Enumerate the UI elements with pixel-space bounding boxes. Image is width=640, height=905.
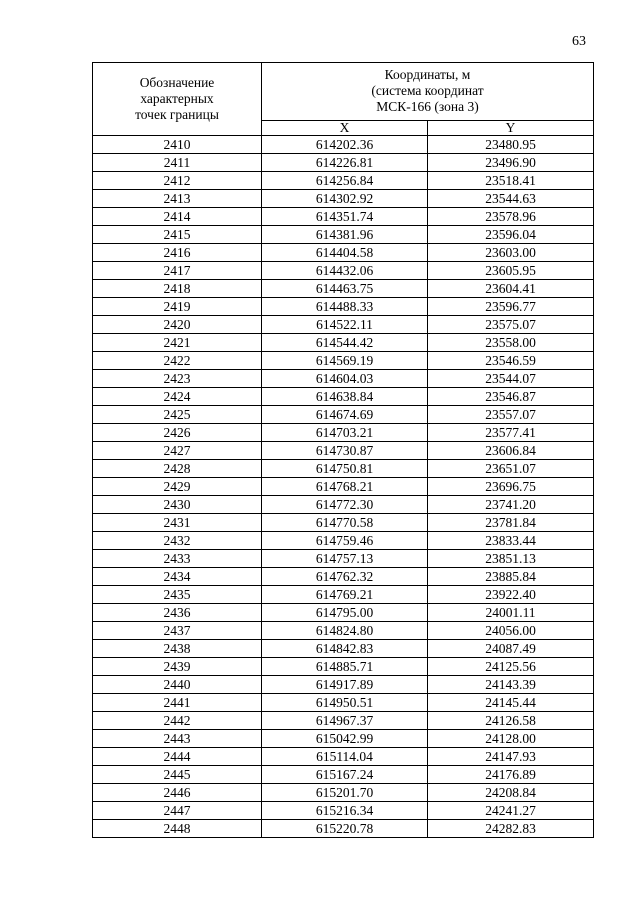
x-coordinate-cell: 614770.58	[262, 514, 428, 532]
point-number-cell: 2424	[93, 388, 262, 406]
table-row	[93, 640, 594, 658]
x-coordinate-cell: 615216.34	[262, 802, 428, 820]
point-number-cell: 2444	[93, 748, 262, 766]
x-coordinate-cell: 614885.71	[262, 658, 428, 676]
header-point-designation	[93, 63, 262, 136]
point-number-cell: 2440	[93, 676, 262, 694]
y-coordinate-cell: 23575.07	[428, 316, 594, 334]
table-row	[93, 334, 594, 352]
x-coordinate-cell: 614824.80	[262, 622, 428, 640]
point-number-cell: 2436	[93, 604, 262, 622]
y-coordinate-cell: 23741.20	[428, 496, 594, 514]
table-row	[93, 694, 594, 712]
table-row	[93, 712, 594, 730]
y-coordinate-cell: 24176.89	[428, 766, 594, 784]
point-number-cell: 2414	[93, 208, 262, 226]
point-number-cell: 2434	[93, 568, 262, 586]
y-coordinate-cell: 23603.00	[428, 244, 594, 262]
point-number-cell: 2433	[93, 550, 262, 568]
point-number-cell: 2426	[93, 424, 262, 442]
header-coordinates-line: МСК-166 (зона 3)	[376, 99, 479, 115]
table-body	[93, 136, 594, 838]
x-coordinate-cell: 615201.70	[262, 784, 428, 802]
y-coordinate-cell: 23546.87	[428, 388, 594, 406]
x-coordinate-cell: 614381.96	[262, 226, 428, 244]
table-row	[93, 280, 594, 298]
table-row	[93, 352, 594, 370]
x-coordinate-cell: 614488.33	[262, 298, 428, 316]
y-coordinate-cell: 24001.11	[428, 604, 594, 622]
y-coordinate-cell: 23496.90	[428, 154, 594, 172]
table-row	[93, 370, 594, 388]
table-row	[93, 154, 594, 172]
table-row	[93, 262, 594, 280]
y-coordinate-cell: 23696.75	[428, 478, 594, 496]
x-coordinate-cell: 614703.21	[262, 424, 428, 442]
table-row	[93, 478, 594, 496]
point-number-cell: 2438	[93, 640, 262, 658]
table-row	[93, 532, 594, 550]
table-row	[93, 460, 594, 478]
y-coordinate-cell: 23596.77	[428, 298, 594, 316]
header-coordinates-line: Координаты, м	[384, 67, 471, 83]
y-coordinate-cell: 24125.56	[428, 658, 594, 676]
table-row	[93, 442, 594, 460]
table-row	[93, 208, 594, 226]
point-number-cell: 2416	[93, 244, 262, 262]
header-coordinates-line: (система координат	[371, 83, 484, 99]
header-y: Y	[428, 120, 594, 135]
y-coordinate-cell: 23885.84	[428, 568, 594, 586]
x-coordinate-cell: 614769.21	[262, 586, 428, 604]
table-row	[93, 316, 594, 334]
point-number-cell: 2427	[93, 442, 262, 460]
point-number-cell: 2422	[93, 352, 262, 370]
point-number-cell: 2429	[93, 478, 262, 496]
y-coordinate-cell: 23851.13	[428, 550, 594, 568]
x-coordinate-cell: 614522.11	[262, 316, 428, 334]
table-row	[93, 190, 594, 208]
x-coordinate-cell: 615167.24	[262, 766, 428, 784]
point-number-cell: 2435	[93, 586, 262, 604]
x-coordinate-cell: 614638.84	[262, 388, 428, 406]
point-number-cell: 2423	[93, 370, 262, 388]
x-coordinate-cell: 614569.19	[262, 352, 428, 370]
point-number-cell: 2448	[93, 820, 262, 838]
x-coordinate-cell: 615042.99	[262, 730, 428, 748]
page-number: 63	[572, 34, 586, 49]
point-number-cell: 2443	[93, 730, 262, 748]
x-coordinate-cell: 614762.32	[262, 568, 428, 586]
y-coordinate-cell: 23922.40	[428, 586, 594, 604]
y-coordinate-cell: 24145.44	[428, 694, 594, 712]
y-coordinate-cell: 23557.07	[428, 406, 594, 424]
y-coordinate-cell: 23606.84	[428, 442, 594, 460]
y-coordinate-cell: 23833.44	[428, 532, 594, 550]
y-coordinate-cell: 23544.63	[428, 190, 594, 208]
point-number-cell: 2439	[93, 658, 262, 676]
point-number-cell: 2442	[93, 712, 262, 730]
point-number-cell: 2410	[93, 136, 262, 154]
x-coordinate-cell: 614463.75	[262, 280, 428, 298]
x-coordinate-cell: 614256.84	[262, 172, 428, 190]
y-coordinate-cell: 23596.04	[428, 226, 594, 244]
y-coordinate-cell: 24128.00	[428, 730, 594, 748]
y-coordinate-cell: 23518.41	[428, 172, 594, 190]
point-number-cell: 2432	[93, 532, 262, 550]
point-number-cell: 2446	[93, 784, 262, 802]
y-coordinate-cell: 23578.96	[428, 208, 594, 226]
x-coordinate-cell: 614950.51	[262, 694, 428, 712]
point-number-cell: 2447	[93, 802, 262, 820]
y-coordinate-cell: 24087.49	[428, 640, 594, 658]
point-number-cell: 2415	[93, 226, 262, 244]
x-coordinate-cell: 614432.06	[262, 262, 428, 280]
header-designation-line: характерных	[140, 91, 214, 106]
table-row	[93, 658, 594, 676]
table-row	[93, 766, 594, 784]
table-row	[93, 406, 594, 424]
header-coordinates	[262, 63, 594, 121]
x-coordinate-cell: 615114.04	[262, 748, 428, 766]
x-coordinate-cell: 615220.78	[262, 820, 428, 838]
y-coordinate-cell: 24208.84	[428, 784, 594, 802]
x-coordinate-cell: 614917.89	[262, 676, 428, 694]
x-coordinate-cell: 614967.37	[262, 712, 428, 730]
y-coordinate-cell: 24282.83	[428, 820, 594, 838]
point-number-cell: 2413	[93, 190, 262, 208]
table-row	[93, 820, 594, 838]
table-row	[93, 586, 594, 604]
y-coordinate-cell: 23604.41	[428, 280, 594, 298]
header-designation-line: Обозначение	[139, 75, 215, 90]
table-row	[93, 568, 594, 586]
table-row	[93, 676, 594, 694]
x-coordinate-cell: 614351.74	[262, 208, 428, 226]
y-coordinate-cell: 23546.59	[428, 352, 594, 370]
table-row	[93, 622, 594, 640]
y-coordinate-cell: 24143.39	[428, 676, 594, 694]
x-coordinate-cell: 614404.58	[262, 244, 428, 262]
y-coordinate-cell: 24056.00	[428, 622, 594, 640]
header-designation-line: точек границы	[135, 107, 219, 122]
y-coordinate-cell: 23605.95	[428, 262, 594, 280]
point-number-cell: 2445	[93, 766, 262, 784]
x-coordinate-cell: 614750.81	[262, 460, 428, 478]
table-row	[93, 244, 594, 262]
table-row	[93, 136, 594, 154]
point-number-cell: 2417	[93, 262, 262, 280]
table-row	[93, 604, 594, 622]
header-x: X	[262, 120, 428, 135]
point-number-cell: 2437	[93, 622, 262, 640]
table-row	[93, 748, 594, 766]
table-row	[93, 226, 594, 244]
table-row	[93, 388, 594, 406]
table-row	[93, 424, 594, 442]
x-coordinate-cell: 614772.30	[262, 496, 428, 514]
table-row	[93, 496, 594, 514]
point-number-cell: 2441	[93, 694, 262, 712]
boundary-points-table	[92, 62, 594, 838]
y-coordinate-cell: 23651.07	[428, 460, 594, 478]
point-number-cell: 2412	[93, 172, 262, 190]
y-coordinate-cell: 23577.41	[428, 424, 594, 442]
y-coordinate-cell: 24147.93	[428, 748, 594, 766]
point-number-cell: 2411	[93, 154, 262, 172]
x-coordinate-cell: 614202.36	[262, 136, 428, 154]
point-number-cell: 2431	[93, 514, 262, 532]
x-coordinate-cell: 614757.13	[262, 550, 428, 568]
point-number-cell: 2425	[93, 406, 262, 424]
y-coordinate-cell: 23781.84	[428, 514, 594, 532]
table-row	[93, 730, 594, 748]
x-coordinate-cell: 614759.46	[262, 532, 428, 550]
x-coordinate-cell: 614730.87	[262, 442, 428, 460]
point-number-cell: 2428	[93, 460, 262, 478]
x-coordinate-cell: 614768.21	[262, 478, 428, 496]
point-number-cell: 2420	[93, 316, 262, 334]
y-coordinate-cell: 24241.27	[428, 802, 594, 820]
x-coordinate-cell: 614226.81	[262, 154, 428, 172]
y-coordinate-cell: 23558.00	[428, 334, 594, 352]
y-coordinate-cell: 23480.95	[428, 136, 594, 154]
point-number-cell: 2421	[93, 334, 262, 352]
table-row	[93, 298, 594, 316]
x-coordinate-cell: 614795.00	[262, 604, 428, 622]
table-row	[93, 172, 594, 190]
point-number-cell: 2430	[93, 496, 262, 514]
table-row	[93, 802, 594, 820]
x-coordinate-cell: 614544.42	[262, 334, 428, 352]
table-row	[93, 514, 594, 532]
table-header	[93, 63, 594, 136]
x-coordinate-cell: 614842.83	[262, 640, 428, 658]
table-row	[93, 550, 594, 568]
y-coordinate-cell: 24126.58	[428, 712, 594, 730]
table-row	[93, 784, 594, 802]
y-coordinate-cell: 23544.07	[428, 370, 594, 388]
x-coordinate-cell: 614674.69	[262, 406, 428, 424]
x-coordinate-cell: 614302.92	[262, 190, 428, 208]
point-number-cell: 2419	[93, 298, 262, 316]
point-number-cell: 2418	[93, 280, 262, 298]
x-coordinate-cell: 614604.03	[262, 370, 428, 388]
